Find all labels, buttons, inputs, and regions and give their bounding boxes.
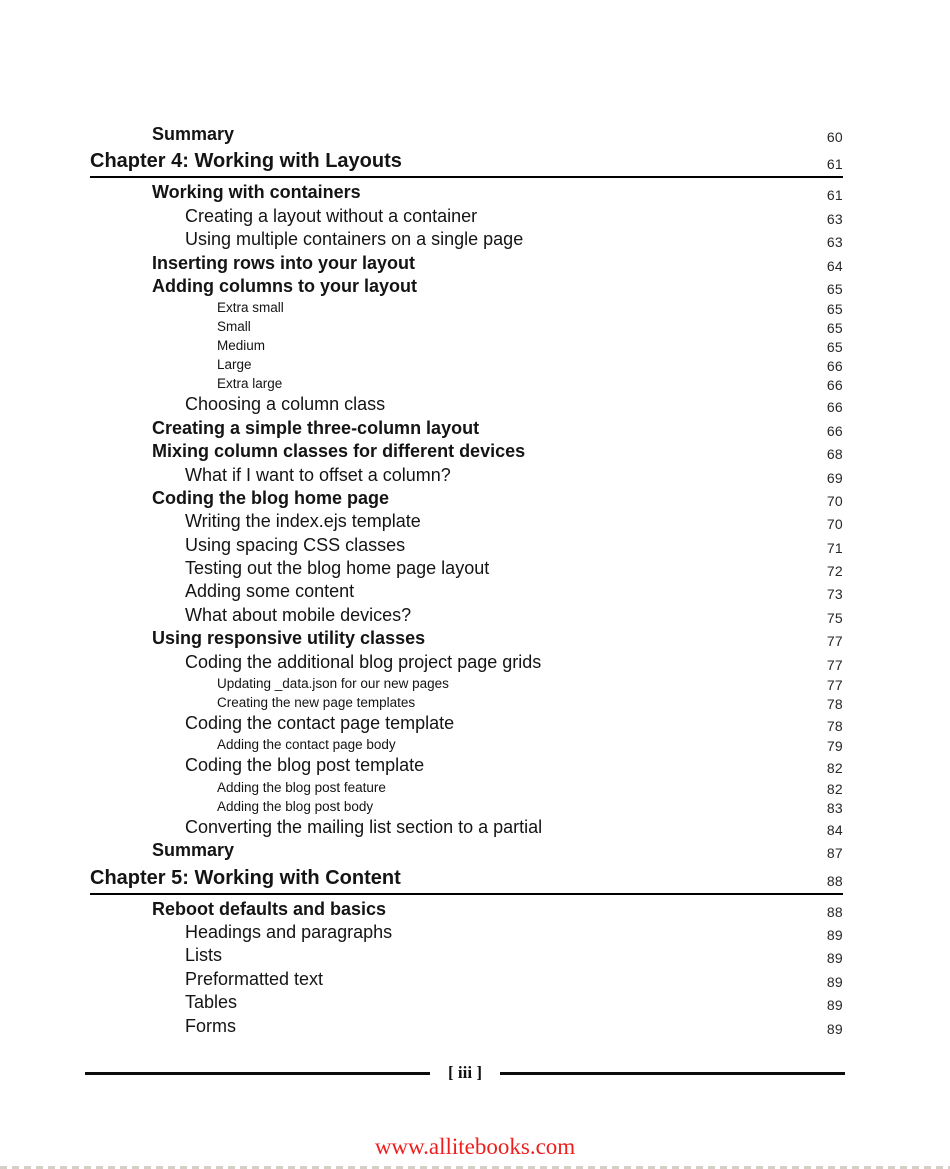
toc-entry-page-number: 89 — [826, 973, 843, 990]
toc-entry[interactable] — [90, 675, 843, 694]
toc-entry[interactable] — [90, 299, 843, 318]
toc-entry-label: Coding the additional blog project page grids — [185, 651, 542, 672]
toc-entry-page-number: 82 — [826, 760, 843, 777]
toc-entry-page-number: 89 — [826, 950, 843, 967]
toc-entry-label: Preformatted text — [185, 968, 324, 989]
toc-entry-label: Tables — [185, 992, 238, 1013]
toc-entry-page-number: 63 — [826, 210, 843, 227]
toc-entry[interactable] — [90, 581, 843, 604]
toc-entry-page-number: 66 — [826, 399, 843, 416]
toc-entry[interactable] — [90, 253, 843, 276]
toc-entry-page-number: 83 — [826, 799, 843, 816]
toc-entry-page-number: 77 — [826, 677, 843, 694]
toc-entry-label: What if I want to offset a column? — [185, 464, 451, 485]
toc-entry-page-number: 69 — [826, 469, 843, 486]
toc-entry-label: Lists — [185, 945, 223, 966]
toc-entry-label: Testing out the blog home page layout — [185, 558, 490, 579]
toc-entry[interactable] — [90, 337, 843, 356]
toc-entry-label: Chapter 4: Working with Layouts — [90, 150, 402, 173]
toc-entry-label: Small — [217, 319, 251, 335]
toc-entry-label: Chapter 5: Working with Content — [90, 866, 401, 889]
toc-entry-label: Coding the contact page template — [185, 713, 455, 734]
toc-entry-label: Reboot defaults and basics — [152, 898, 387, 919]
toc-entry-label: Extra small — [217, 300, 284, 316]
toc-entry[interactable] — [90, 694, 843, 713]
toc-entry[interactable] — [90, 605, 843, 628]
toc-entry-label: Medium — [217, 338, 266, 354]
toc-entry-label: Creating the new page templates — [217, 695, 416, 711]
toc-entry[interactable] — [90, 652, 843, 675]
toc-entry-page-number: 71 — [826, 539, 843, 556]
toc-entry-label: Summary — [152, 124, 235, 144]
toc-entry-page-number: 77 — [826, 633, 843, 650]
toc-entry-page-number: 64 — [826, 257, 843, 274]
toc-entry[interactable] — [90, 535, 843, 558]
allitebooks-watermark-link[interactable]: www.allitebooks.com — [374, 1134, 576, 1159]
toc-entry-page-number: 79 — [826, 738, 843, 755]
toc-entry-page-number: 63 — [826, 234, 843, 251]
toc-entry[interactable] — [90, 713, 843, 736]
toc-entry-page-number: 61 — [826, 156, 843, 173]
toc-entry[interactable] — [90, 840, 843, 863]
toc-entry-label: What about mobile devices? — [185, 604, 412, 625]
toc-entry-label: Adding the blog post body — [217, 798, 374, 814]
toc-entry[interactable] — [90, 441, 843, 464]
toc-entry[interactable] — [90, 558, 843, 581]
toc-entry-page-number: 61 — [826, 187, 843, 204]
toc-entry[interactable] — [90, 969, 843, 992]
toc-entry-page-number: 88 — [826, 872, 843, 889]
toc-entry-label: Mixing column classes for different devices — [152, 441, 526, 462]
toc-entry-page-number: 82 — [826, 780, 843, 797]
toc-entry[interactable] — [90, 229, 843, 252]
toc-entry[interactable] — [90, 628, 843, 651]
toc-entry-label: Creating a layout without a container — [185, 205, 478, 226]
toc-entry[interactable] — [90, 465, 843, 488]
toc-entry-page-number: 78 — [826, 696, 843, 713]
page-footer — [85, 1063, 845, 1083]
toc-entry-label: Using responsive utility classes — [152, 628, 426, 649]
toc-entry-page-number: 70 — [826, 516, 843, 533]
toc-entry[interactable] — [90, 736, 843, 755]
toc-entry[interactable] — [90, 992, 843, 1015]
toc-entry-label: Headings and paragraphs — [185, 921, 393, 942]
toc-entry-page-number: 78 — [826, 718, 843, 735]
toc-entry[interactable] — [90, 755, 843, 778]
toc-entry-page-number: 65 — [826, 280, 843, 297]
toc-entry-page-number: 89 — [826, 997, 843, 1014]
toc-entry[interactable] — [90, 945, 843, 968]
toc-entry-page-number: 73 — [826, 586, 843, 603]
toc-entry-label: Using multiple containers on a single page — [185, 229, 524, 250]
toc-entry-label: Choosing a column class — [185, 394, 386, 415]
toc-entry-page-number: 65 — [826, 320, 843, 337]
table-of-contents — [90, 124, 843, 1039]
toc-entry-page-number: 70 — [826, 492, 843, 509]
toc-entry-label: Coding the blog post template — [185, 755, 425, 776]
toc-entry-label: Extra large — [217, 376, 283, 392]
footer-rule-right — [500, 1072, 845, 1075]
page-number-label: [ iii ] — [448, 1063, 482, 1082]
toc-entry[interactable] — [90, 511, 843, 534]
toc-entry[interactable] — [90, 798, 843, 817]
toc-entry-page-number: 77 — [826, 656, 843, 673]
toc-entry-page-number: 65 — [826, 339, 843, 356]
toc-entry-page-number: 66 — [826, 422, 843, 439]
toc-entry-label: Adding columns to your layout — [152, 275, 417, 296]
toc-entry-label: Coding the blog home page — [152, 487, 389, 508]
toc-entry[interactable] — [90, 899, 843, 922]
toc-entry-label: Converting the mailing list section to a partial — [185, 816, 543, 837]
toc-entry-page-number: 88 — [826, 903, 843, 920]
toc-entry[interactable] — [90, 418, 843, 441]
toc-entry[interactable] — [90, 1016, 843, 1039]
toc-entry-page-number: 89 — [826, 1020, 843, 1037]
toc-entry-page-number: 75 — [826, 609, 843, 626]
toc-entry[interactable] — [90, 817, 843, 840]
toc-entry-page-number: 68 — [826, 446, 843, 463]
footer-rule-left — [85, 1072, 430, 1075]
toc-entry[interactable] — [90, 375, 843, 394]
toc-entry[interactable] — [90, 276, 843, 299]
toc-entry-label: Working with containers — [152, 182, 361, 203]
toc-entry[interactable] — [90, 922, 843, 945]
toc-entry[interactable] — [90, 356, 843, 375]
toc-chapter-entry[interactable] — [90, 147, 843, 178]
toc-entry-page-number: 84 — [826, 821, 843, 838]
toc-entry-label: Forms — [185, 1015, 236, 1036]
toc-entry-label: Adding the contact page body — [217, 737, 396, 753]
toc-entry[interactable] — [90, 779, 843, 798]
toc-entry-label: Updating _data.json for our new pages — [217, 676, 449, 692]
toc-entry-label: Large — [217, 357, 252, 373]
toc-entry[interactable] — [90, 488, 843, 511]
toc-entry-page-number: 66 — [826, 377, 843, 394]
toc-entry-label: Adding the blog post feature — [217, 779, 386, 795]
toc-entry-page-number: 89 — [826, 926, 843, 943]
toc-entry[interactable] — [90, 182, 843, 205]
toc-entry-label: Using spacing CSS classes — [185, 534, 406, 555]
toc-entry[interactable] — [90, 124, 843, 147]
toc-entry-page-number: 87 — [826, 845, 843, 862]
toc-entry-label: Summary — [152, 840, 235, 861]
toc-entry-page-number: 65 — [826, 301, 843, 318]
toc-entry[interactable] — [90, 318, 843, 337]
toc-chapter-entry[interactable] — [90, 864, 843, 895]
toc-entry-label: Writing the index.ejs template — [185, 511, 421, 532]
toc-entry-label: Inserting rows into your layout — [152, 252, 416, 273]
toc-entry-label: Adding some content — [185, 581, 355, 602]
toc-entry[interactable] — [90, 394, 843, 417]
toc-entry-page-number: 66 — [826, 358, 843, 375]
toc-entry[interactable] — [90, 206, 843, 229]
toc-entry-page-number: 72 — [826, 563, 843, 580]
toc-entry-page-number: 60 — [826, 129, 843, 145]
toc-entry-label: Creating a simple three-column layout — [152, 417, 480, 438]
